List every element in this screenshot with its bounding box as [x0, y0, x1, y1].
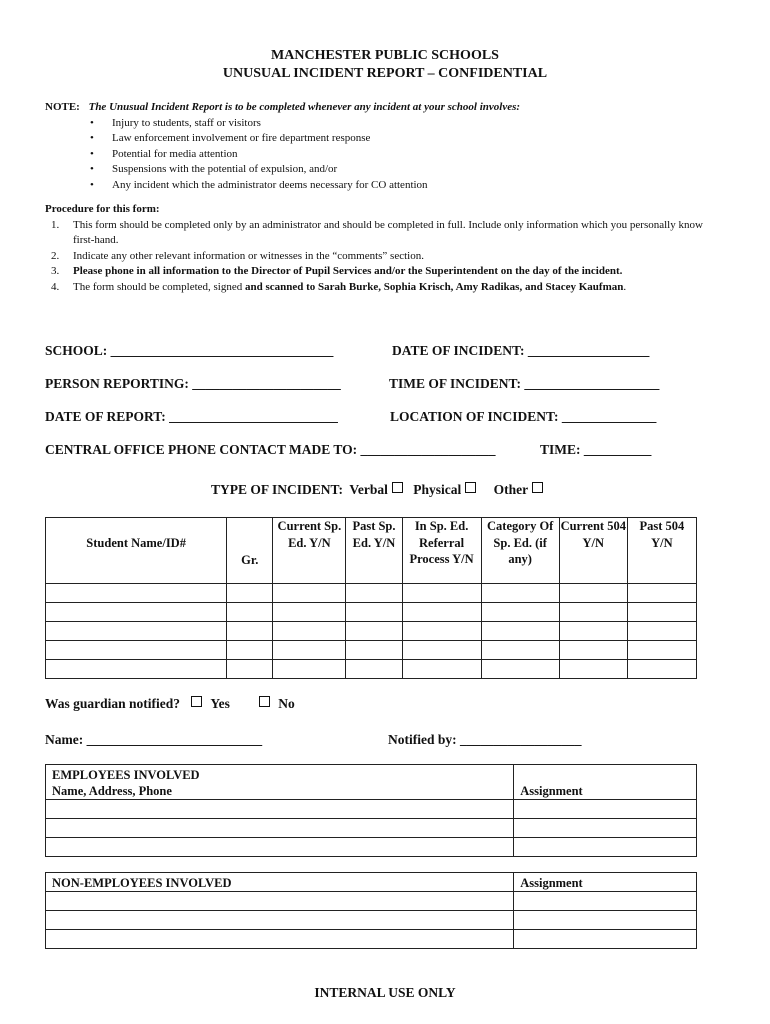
list-item: • Injury to students, staff or visitors — [90, 116, 735, 132]
note-label: NOTE: — [45, 101, 80, 113]
incident-type-row — [211, 482, 547, 498]
verbal-label: Verbal — [349, 482, 388, 497]
form-subtitle: UNUSUAL INCIDENT REPORT – CONFIDENTIAL — [222, 66, 548, 81]
physical-checkbox[interactable] — [465, 482, 476, 493]
procedure-title: Procedure for this form: — [45, 203, 160, 215]
name-field[interactable]: Name: __________________________ — [45, 732, 263, 747]
table-row[interactable] — [46, 584, 697, 603]
list-item: 2. Indicate any other relevant information or witnesses in the “comments” section. — [51, 249, 424, 262]
employees-header — [46, 765, 514, 800]
list-item: • Suspensions with the potential of expulsion, and/or — [90, 162, 735, 178]
central-office-contact-field[interactable]: CENTRAL OFFICE PHONE CONTACT MADE TO: ____________________ — [45, 442, 496, 457]
list-item: • Potential for media attention — [90, 147, 735, 163]
location-of-incident-field[interactable]: LOCATION OF INCIDENT: ______________ — [390, 409, 657, 424]
procedure-list — [45, 218, 725, 296]
guardian-row — [45, 696, 295, 712]
header-past-504: Past 504 Y/N — [627, 518, 696, 584]
note-text: The Unusual Incident Report is to be completed whenever any incident at your school involves: — [88, 101, 521, 113]
employees-title: EMPLOYEES INVOLVED — [52, 768, 200, 782]
table-row[interactable] — [46, 603, 697, 622]
table-row[interactable] — [46, 911, 697, 930]
date-of-report-field[interactable]: DATE OF REPORT: _________________________ — [45, 409, 338, 424]
footer-internal-use: INTERNAL USE ONLY — [314, 985, 456, 1000]
non-employees-assignment-header: Assignment — [514, 873, 697, 892]
list-item: • Any incident which the administrator deems necessary for CO attention — [90, 178, 735, 194]
header-category: Category Of Sp. Ed. (if any) — [481, 518, 559, 584]
header-grade: Gr. — [227, 518, 273, 584]
employees-table — [45, 764, 697, 857]
table-row[interactable] — [46, 800, 697, 819]
table-header-row — [46, 765, 697, 800]
verbal-checkbox[interactable] — [392, 482, 403, 493]
non-employees-header: NON-EMPLOYEES INVOLVED — [46, 873, 514, 892]
guardian-question: Was guardian notified? — [45, 696, 181, 711]
physical-label: Physical — [413, 482, 462, 497]
table-header-row — [46, 518, 697, 584]
list-item: 4. The form should be completed, signed and scanned to Sarah Burke, Sophia Krisch, Amy Radikas, and Stacey Kaufman. — [51, 280, 627, 293]
person-reporting-field[interactable]: PERSON REPORTING: ______________________ — [45, 376, 341, 391]
other-checkbox[interactable] — [532, 482, 543, 493]
table-row[interactable] — [46, 819, 697, 838]
table-header-row — [46, 873, 697, 892]
non-employees-table — [45, 872, 697, 949]
note-section — [45, 100, 735, 193]
header-referral: In Sp. Ed. Referral Process Y/N — [402, 518, 481, 584]
contact-time-field[interactable]: TIME: __________ — [540, 442, 652, 457]
incident-type-label: TYPE OF INCIDENT: — [211, 482, 344, 497]
table-row[interactable] — [46, 892, 697, 911]
time-of-incident-field[interactable]: TIME OF INCIDENT: ____________________ — [389, 376, 660, 391]
employees-assignment-header: Assignment — [514, 765, 697, 800]
header-current-sped: Current Sp. Ed. Y/N — [273, 518, 346, 584]
notified-by-field[interactable]: Notified by: __________________ — [388, 732, 582, 747]
employees-subtitle: Name, Address, Phone — [52, 784, 172, 798]
table-row[interactable] — [46, 641, 697, 660]
date-of-incident-field[interactable]: DATE OF INCIDENT: __________________ — [392, 343, 650, 358]
guardian-yes-label: Yes — [210, 696, 230, 711]
list-item: 3. Please phone in all information to the Director of Pupil Services and/or the Superintendent on the day of the incident. — [51, 265, 623, 277]
table-row[interactable] — [46, 660, 697, 679]
header-student-name: Student Name/ID# — [46, 518, 227, 584]
school-field[interactable]: SCHOOL: _________________________________ — [45, 343, 334, 358]
form-title: MANCHESTER PUBLIC SCHOOLS — [271, 48, 499, 63]
table-row[interactable] — [46, 622, 697, 641]
guardian-no-label: No — [278, 696, 295, 711]
header-past-sped: Past Sp. Ed. Y/N — [346, 518, 402, 584]
other-label: Other — [493, 482, 529, 497]
table-row[interactable] — [46, 930, 697, 949]
list-item: 1. This form should be completed only by an administrator and should be completed in full. Include only information which you personally know first-hand. — [51, 218, 703, 246]
table-row[interactable] — [46, 838, 697, 857]
list-item: • Law enforcement involvement or fire department response — [90, 131, 735, 147]
procedure-section — [45, 202, 725, 295]
note-list — [90, 116, 735, 194]
student-table — [45, 517, 697, 679]
header-current-504: Current 504 Y/N — [559, 518, 627, 584]
guardian-yes-checkbox[interactable] — [191, 696, 202, 707]
guardian-no-checkbox[interactable] — [259, 696, 270, 707]
